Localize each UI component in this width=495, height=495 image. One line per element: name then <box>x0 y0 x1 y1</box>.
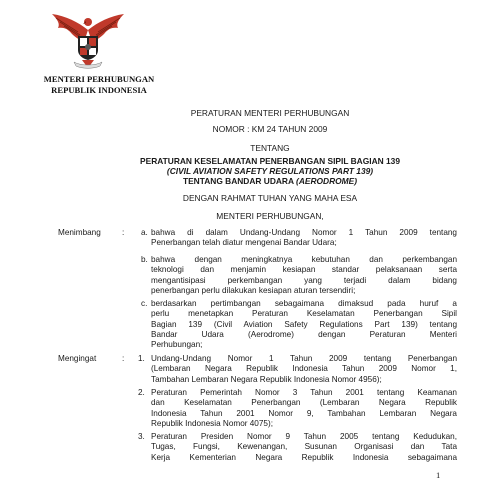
menimbang-c-line-2: perlu menetapkan Peraturan Keselamatan Penerbangan Sipil <box>151 309 457 319</box>
mengingat-3-line-2: Tugas, Fungsi, Kewenangan, Susunan Organisasi dan Tata <box>151 442 457 452</box>
menimbang-marker-c: c. <box>141 299 148 308</box>
about-heading: TENTANG <box>250 143 290 153</box>
grace-phrase: DENGAN RAHMAT TUHAN YANG MAHA ESA <box>182 193 358 203</box>
menimbang-marker-a: a. <box>141 228 148 237</box>
garuda-emblem-icon <box>48 12 128 72</box>
menimbang-b-line-1: bahwa dengan meningkatnya kebutuhan dan perkembangan <box>151 255 457 264</box>
menimbang-b-line-3: mengantisipasi perkembangan yang terjadi dalam bidang <box>151 275 457 285</box>
menimbang-b-line-2: teknologi dan menjamin kesiapan standar pelaksanaan serta <box>151 265 457 275</box>
mengingat-label <box>58 354 125 364</box>
mengingat-2-line-3: Indonesia Tahun 2001 Nomor 9, Tambahan Lembaran Negara <box>151 408 457 418</box>
mengingat-3-line-3: Kerja Kementerian Negara Republik Indonesia sebagaimana <box>151 452 457 462</box>
subject-line-3-prefix: TENTANG BANDAR UDARA <box>182 176 297 186</box>
subject-line-3 <box>90 176 450 186</box>
page-number: 1 <box>436 470 441 480</box>
mengingat-marker-1: 1. <box>138 354 145 363</box>
menimbang-item-b <box>151 255 457 296</box>
subject-line-1: PERATURAN KESELAMATAN PENERBANGAN SIPIL BAGIAN 139 <box>140 156 400 166</box>
minister-title: MENTERI PERHUBUNGAN, <box>216 211 324 221</box>
menimbang-label-text: Menimbang <box>58 228 101 237</box>
mengingat-1-line-3: Tambahan Lembaran Negara Republik Indonesia Nomor 4956); <box>151 374 382 384</box>
regulation-number: NOMOR : KM 24 TAHUN 2009 <box>212 124 328 134</box>
mengingat-marker-2: 2. <box>138 388 145 397</box>
menimbang-b-line-4: penerbangan perlu dilakukan kesiapan aturan tersendiri; <box>151 285 356 295</box>
subject-line-2: (CIVIL AVIATION SAFETY REGULATIONS PART 139) <box>166 166 374 176</box>
menimbang-c-line-1: berdasarkan pertimbangan sebagaimana dimaksud pada huruf a <box>151 299 457 308</box>
subject-line-3-italic: (AERODROME) <box>296 176 357 186</box>
mengingat-2-line-1: Peraturan Pemerintah Nomor 3 Tahun 2001 tentang Keamanan <box>151 388 457 397</box>
menimbang-item-a <box>151 228 457 249</box>
mengingat-item-1 <box>151 354 457 385</box>
mengingat-item-2 <box>151 388 457 429</box>
ministry-line-2: REPUBLIK INDONESIA <box>51 84 147 95</box>
menimbang-c-line-5: Perhubungan; <box>151 340 203 350</box>
mengingat-label-text: Mengingat <box>58 354 97 363</box>
menimbang-marker-b: b. <box>141 255 148 264</box>
menimbang-c-line-3: Bagian 139 (Civil Aviation Safety Regulations Part 139) tentang <box>151 319 457 329</box>
mengingat-2-line-4: Republik Indonesia Nomor 4075); <box>151 418 273 428</box>
mengingat-colon: : <box>122 354 125 363</box>
mengingat-3-line-1: Peraturan Presiden Nomor 9 Tahun 2005 tentang Kedudukan, <box>151 432 457 441</box>
mengingat-1-line-2: (Lembaran Negara Republik Indonesia Tahun 2009 Nomor 1, <box>151 364 457 374</box>
menimbang-label <box>58 228 125 238</box>
mengingat-1-line-1: Undang-Undang Nomor 1 Tahun 2009 tentang Penerbangan <box>151 354 457 363</box>
menimbang-item-c <box>151 299 457 350</box>
mengingat-item-3 <box>151 432 457 463</box>
menimbang-c-line-4: Bandar Udara (Aerodrome) dengan Peraturan Menteri <box>151 329 457 339</box>
menimbang-a-line-2: Penerbangan telah diatur mengenai Bandar Udara; <box>151 238 337 248</box>
ministry-line-1: MENTERI PERHUBUNGAN <box>43 74 155 84</box>
menimbang-colon: : <box>122 228 125 237</box>
regulation-title: PERATURAN MENTERI PERHUBUNGAN <box>190 108 350 118</box>
mengingat-2-line-2: dan Keselamatan Penerbangan (Lembaran Negara Republik <box>151 398 457 408</box>
ministry-letterhead <box>24 74 174 95</box>
mengingat-marker-3: 3. <box>138 432 145 441</box>
menimbang-a-line-1: bahwa di dalam Undang-Undang Nomor 1 Tahun 2009 tentang <box>151 228 457 237</box>
